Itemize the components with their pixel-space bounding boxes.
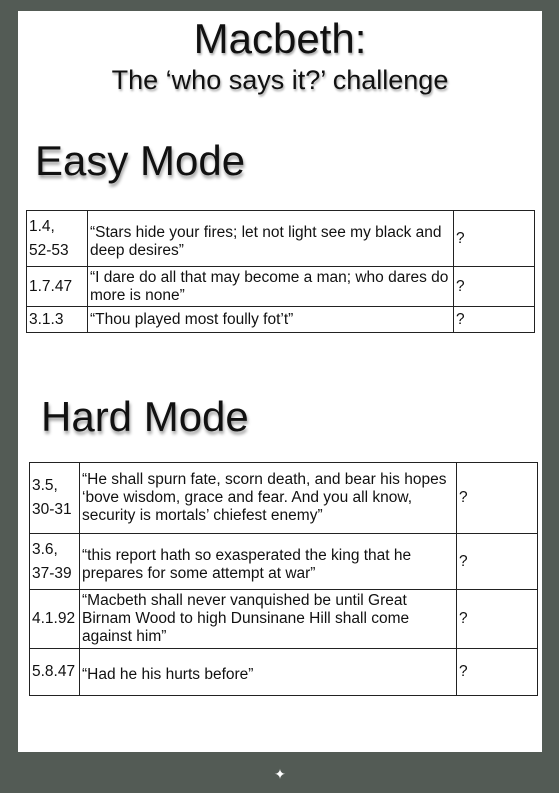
line-reference [27,211,88,267]
quote-cell: “Had he his hurts before” [80,649,457,696]
answer-cell[interactable]: ? [457,534,538,590]
answer-cell[interactable]: ? [454,307,535,333]
line-reference [27,267,88,307]
ref-line: 3.1.3 [29,310,64,328]
ref-line: 4.1.92 [32,610,76,627]
answer-cell[interactable]: ? [457,590,538,649]
ref-line: 3.5, [32,477,58,494]
ref-line: 37-39 [32,564,72,582]
line-reference [30,590,80,649]
line-reference [30,463,80,534]
quote-cell: “I dare do all that may become a man; who dares do more is none” [88,267,454,307]
table-row [30,649,538,696]
easy-quotes-table [26,210,535,333]
page-title: Macbeth: [193,15,367,62]
quote-cell: “this report hath so exasperated the king that he prepares for some attempt at war” [80,534,457,590]
quote-cell: “Thou played most foully fot’t” [88,307,454,333]
hard-mode-heading: Hard Mode [41,393,249,440]
table-row [27,307,535,333]
hard-quotes-table [29,462,538,696]
table-row [30,534,538,590]
table-row [30,590,538,649]
line-reference [30,534,80,590]
easy-mode-heading: Easy Mode [35,137,246,184]
ref-line: 30-31 [32,501,72,518]
worksheet-page [18,11,542,752]
answer-cell[interactable]: ? [457,463,538,534]
table-row [27,267,535,307]
answer-cell[interactable]: ? [454,267,535,307]
sparkle-icon: ✦ [274,767,286,783]
line-reference [30,649,80,696]
line-reference [27,307,88,333]
quote-cell: “Macbeth shall never vanquished be until Great Birnam Wood to high Dunsinane Hill shall come against him” [80,590,457,649]
ref-line: 3.6, [32,540,58,558]
page-subtitle: The ‘who says it?’ challenge [111,65,449,95]
ref-line: 52-53 [29,241,69,259]
table-row [30,463,538,534]
ref-line: 1.7.47 [29,277,73,295]
answer-cell[interactable]: ? [454,211,535,267]
quote-cell: “Stars hide your fires; let not light see my black and deep desires” [88,211,454,267]
ref-line: 5.8.47 [32,663,76,680]
quote-cell: “He shall spurn fate, scorn death, and bear his hopes ‘bove wisdom, grace and fear. And you all know, security is mortals’ chiefest enemy” [80,463,457,534]
answer-cell[interactable]: ? [457,649,538,696]
table-row [27,211,535,267]
ref-line: 1.4, [29,217,55,235]
